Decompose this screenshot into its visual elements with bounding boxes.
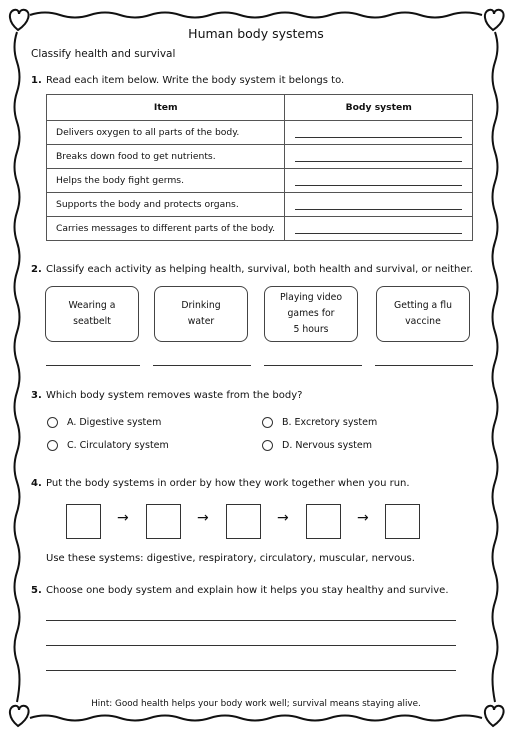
option-label: C. Circulatory system [67,440,169,451]
answer-line[interactable] [264,365,362,366]
card-text: Wearing a [68,300,116,311]
order-box[interactable] [226,504,261,539]
answer-line[interactable] [295,127,462,138]
classification-table [46,94,473,241]
activity-card [264,286,358,342]
answer-line[interactable] [295,151,462,162]
systems-note: Use these systems: digestive, respiratory, circulatory, muscular, nervous. [46,553,415,564]
item-cell: Carries messages to different parts of the body. [47,217,285,241]
option-d[interactable] [262,440,372,451]
card-text: Getting a flu [394,300,452,311]
item-cell: Helps the body fight germs. [47,169,285,193]
radio-button[interactable] [47,417,58,428]
hint-text: Hint: Good health helps your body work well; survival means staying alive. [91,699,421,709]
arrow-right-icon: → [357,510,369,526]
answer-line[interactable] [295,199,462,210]
answer-line[interactable] [375,365,473,366]
answer-line[interactable] [295,223,462,234]
option-c[interactable] [47,440,169,451]
item-cell: Supports the body and protects organs. [47,193,285,217]
radio-button[interactable] [262,440,273,451]
question-number: 5. [31,585,42,596]
arrow-right-icon: → [197,510,209,526]
question-text: Classify each activity as helping health, survival, both health and survival, or neither. [46,264,473,275]
card-text: seatbelt [73,316,111,327]
writing-line[interactable] [46,645,456,646]
option-a[interactable] [47,417,161,428]
question-text: Read each item below. Write the body system it belongs to. [46,75,345,86]
activity-card [154,286,248,342]
arrow-right-icon: → [117,510,129,526]
order-box[interactable] [306,504,341,539]
item-cell: Delivers oxygen to all parts of the body. [47,121,285,145]
question-number: 4. [31,478,42,489]
table-row [47,145,473,169]
question-number: 2. [31,264,42,275]
card-text: 5 hours [293,324,329,335]
table-row [47,169,473,193]
order-box[interactable] [146,504,181,539]
answer-line[interactable] [295,175,462,186]
card-text: water [187,316,215,327]
card-text: Playing video [279,292,343,303]
order-box[interactable] [66,504,101,539]
answer-line[interactable] [46,365,140,366]
question-text: Choose one body system and explain how it helps you stay healthy and survive. [46,585,449,596]
card-text: Drinking [181,300,221,311]
option-label: D. Nervous system [282,440,372,451]
table-row [47,193,473,217]
column-header-item: Item [47,95,285,121]
question-number: 3. [31,390,42,401]
item-cell: Breaks down food to get nutrients. [47,145,285,169]
worksheet-title: Human body systems [188,26,324,41]
table-row [47,217,473,241]
worksheet-subtitle: Classify health and survival [31,48,176,60]
order-box[interactable] [385,504,420,539]
writing-line[interactable] [46,620,456,621]
radio-button[interactable] [47,440,58,451]
question-text: Which body system removes waste from the body? [46,390,303,401]
table-row [47,121,473,145]
option-b[interactable] [262,417,377,428]
arrow-right-icon: → [277,510,289,526]
activity-card [45,286,139,342]
activity-card [376,286,470,342]
question-number: 1. [31,75,42,86]
card-text: vaccine [405,316,441,327]
option-label: A. Digestive system [67,417,162,428]
writing-line[interactable] [46,670,456,671]
card-text: games for [287,308,335,319]
answer-line[interactable] [153,365,251,366]
option-label: B. Excretory system [282,417,378,428]
radio-button[interactable] [262,417,273,428]
column-header-body-system: Body system [285,95,473,121]
question-text: Put the body systems in order by how they work together when you run. [46,478,410,489]
